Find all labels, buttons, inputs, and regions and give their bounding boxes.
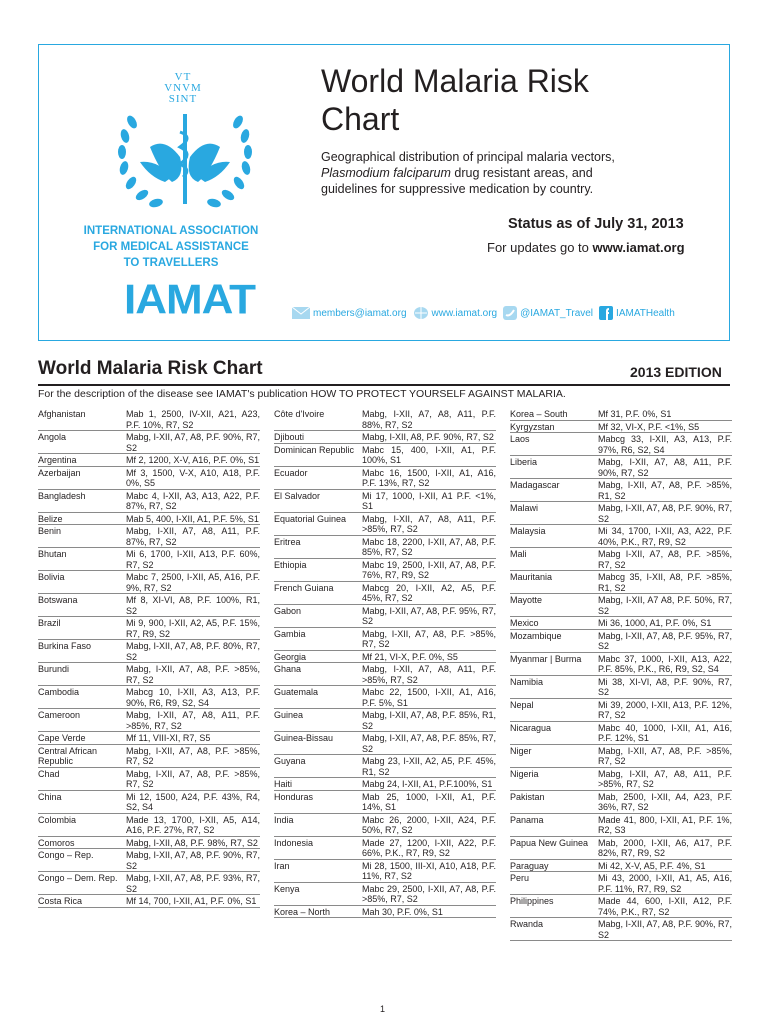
risk-info: Mabg, I-XII, A7, A8, A11, P.F. >85%, R7, S2 bbox=[126, 710, 260, 731]
country-name: Nigeria bbox=[510, 768, 539, 779]
country-name: Angola bbox=[38, 432, 67, 442]
country-name: Peru bbox=[510, 873, 530, 883]
risk-info: Mabcg 33, I-XII, A3, A13, P.F. 97%, R6, S2, S4 bbox=[598, 434, 732, 455]
country-name: Costa Rica bbox=[38, 896, 83, 906]
country-name: Chad bbox=[38, 768, 60, 779]
country-name: Madagascar bbox=[510, 480, 560, 490]
table-row bbox=[510, 745, 732, 768]
risk-info: Mabc 26, 2000, I-XII, A24, P.F. 50%, R7, S2 bbox=[362, 814, 496, 835]
country-name: Bhutan bbox=[38, 549, 67, 559]
country-column-3 bbox=[510, 408, 732, 941]
table-row bbox=[274, 755, 496, 778]
risk-info: Mf 14, 700, I-XII, A1, P.F. 0%, S1 bbox=[126, 896, 257, 906]
table-row bbox=[38, 837, 260, 850]
country-name: Botswana bbox=[38, 595, 78, 605]
table-row bbox=[274, 814, 496, 837]
table-row bbox=[510, 814, 732, 837]
logo-motto: VT VNVM SINT bbox=[164, 71, 202, 105]
risk-info: Mabg, I-XII, A7, A8, A11, P.F. >85%, R7, S2 bbox=[598, 768, 732, 789]
risk-info: Mabg I-XII, A7, A8, P.F. >85%, R7, S2 bbox=[598, 549, 732, 570]
country-name: Belize bbox=[38, 513, 63, 524]
risk-info: Mf 3, 1500, V-X, A10, A18, P.F. 0%, S5 bbox=[126, 467, 260, 488]
table-row bbox=[274, 778, 496, 791]
country-name: Haiti bbox=[274, 779, 293, 789]
table-row bbox=[274, 837, 496, 860]
table-row bbox=[38, 791, 260, 814]
table-row bbox=[274, 431, 496, 444]
risk-info: Mi 6, 1700, I-XII, A13, P.F. 60%, R7, S2 bbox=[126, 549, 260, 570]
description: For the description of the disease see IAMAT's publication HOW TO PROTECT YOURSELF AGAINST MALARIA. bbox=[38, 388, 566, 400]
table-row bbox=[274, 408, 496, 431]
risk-info: Mf 2, 1200, X-V, A16, P.F. 0%, S1 bbox=[126, 455, 260, 465]
country-column-2 bbox=[274, 408, 496, 918]
country-name: Burkina Faso bbox=[38, 641, 92, 651]
country-name: Panama bbox=[510, 814, 544, 825]
table-row bbox=[38, 640, 260, 663]
table-row bbox=[510, 653, 732, 676]
risk-info: Mf 11, VIII-XI, R7, S5 bbox=[126, 733, 211, 743]
risk-info: Mabcg 20, I-XII, A2, A5, P.F. 45%, R7, S2 bbox=[362, 582, 496, 603]
country-name: Nepal bbox=[510, 699, 534, 710]
table-row bbox=[510, 433, 732, 456]
risk-info: Mabg 24, I-XII, A1, P.F.100%, S1 bbox=[362, 779, 493, 789]
country-name: Iran bbox=[274, 860, 290, 871]
country-name: Kenya bbox=[274, 883, 300, 894]
country-name: French Guiana bbox=[274, 582, 334, 593]
country-name: Korea – North bbox=[274, 906, 331, 917]
status-date: Status as of July 31, 2013 bbox=[508, 216, 684, 232]
country-name: Cape Verde bbox=[38, 733, 86, 743]
updates-link[interactable]: www.iamat.org bbox=[592, 240, 685, 255]
risk-info: Mabg, I-XII, A7, A8, P.F. 80%, R7, S2 bbox=[126, 641, 260, 662]
table-row bbox=[274, 883, 496, 906]
twitter-contact[interactable]: @IAMAT_Travel bbox=[503, 306, 593, 320]
country-name: Nicaragua bbox=[510, 722, 552, 733]
contact-row bbox=[292, 306, 681, 320]
risk-info: Mabg 23, I-XII, A2, A5, P.F. 45%, R1, S2 bbox=[362, 756, 496, 777]
country-name: China bbox=[38, 791, 62, 802]
risk-info: Mabg, I-XII, A7, A8, A11, P.F. >85%, R7, S2 bbox=[362, 664, 496, 685]
risk-info: Mabcg 35, I-XII, A8, P.F. >85%, R1, S2 bbox=[598, 572, 732, 593]
twitter-icon bbox=[503, 306, 517, 320]
table-row bbox=[38, 895, 260, 908]
table-row bbox=[38, 686, 260, 709]
table-row bbox=[510, 617, 732, 630]
risk-info: Mabg, I-XII, A7, A8, P.F. >85%, R7, S2 bbox=[362, 628, 496, 649]
table-row bbox=[38, 467, 260, 490]
risk-info: Mi 34, 1700, I-XII, A3, A22, P.F. 40%, P.K., R7, R9, S2 bbox=[598, 526, 732, 547]
risk-info: Mabcg 10, I-XII, A3, A13, P.F. 90%, R6, R9, S2, S4 bbox=[126, 687, 260, 708]
country-name: Ghana bbox=[274, 664, 302, 674]
risk-info: Mabg, I-XII, A7, A8, P.F. 90%, R7, S2 bbox=[598, 919, 732, 940]
table-row bbox=[510, 408, 732, 421]
country-name: Papua New Guinea bbox=[510, 837, 589, 848]
table-row bbox=[274, 467, 496, 490]
country-name: Comoros bbox=[38, 837, 75, 848]
table-row bbox=[510, 525, 732, 548]
risk-info: Mabg, I-XII, A7, A8, P.F. >85%, R7, S2 bbox=[126, 768, 260, 789]
country-name: Mauritania bbox=[510, 572, 553, 582]
risk-info: Mabg, I-XII, A7, A8, A11, P.F. 88%, R7, S2 bbox=[362, 409, 496, 430]
table-row bbox=[510, 768, 732, 791]
country-name: Dominican Republic bbox=[274, 444, 355, 455]
country-name: Eritrea bbox=[274, 536, 301, 547]
risk-info: Mi 43, 2000, I-XII, A1, A5, A16, P.F. 11%, R7, R9, S2 bbox=[598, 873, 732, 894]
table-row bbox=[38, 548, 260, 571]
globe-icon bbox=[413, 306, 429, 320]
page-title: World Malaria Risk Chart bbox=[321, 63, 589, 137]
table-row bbox=[38, 594, 260, 617]
risk-info: Mabg, I-XII, A7, A8, P.F. >85%, R7, S2 bbox=[126, 745, 260, 766]
country-name: Brazil bbox=[38, 618, 61, 628]
risk-info: Made 27, 1200, I-XII, A22, P.F. 66%, P.K., R7, R9, S2 bbox=[362, 837, 496, 858]
risk-info: Made 44, 600, I-XII, A12, P.F. 74%, P.K., R7, S2 bbox=[598, 896, 732, 917]
table-row bbox=[38, 872, 260, 895]
country-name: Malawi bbox=[510, 503, 539, 513]
country-name: Mayotte bbox=[510, 595, 543, 605]
risk-info: Mi 42, X-V, A5, P.F. 4%, S1 bbox=[598, 860, 706, 871]
table-row bbox=[38, 617, 260, 640]
table-row bbox=[510, 548, 732, 571]
divider bbox=[38, 384, 730, 386]
table-row bbox=[274, 628, 496, 651]
risk-info: Mabc 7, 2500, I-XII, A5, A16, P.F. 9%, R7, S2 bbox=[126, 572, 260, 593]
country-name: Namibia bbox=[510, 676, 544, 687]
country-name: Mali bbox=[510, 549, 527, 559]
risk-info: Mabg, I-XII, A7, A8, P.F. >85%, R7, S2 bbox=[126, 664, 260, 685]
page-number: 1 bbox=[380, 1004, 386, 1014]
country-name: Djibouti bbox=[274, 432, 305, 442]
table-row bbox=[510, 594, 732, 617]
country-name: Niger bbox=[510, 745, 532, 756]
table-row bbox=[510, 860, 732, 873]
country-name: Ethiopia bbox=[274, 559, 307, 570]
risk-info: Mabc 22, 1500, I-XII, A1, A16, P.F. 5%, S1 bbox=[362, 687, 496, 708]
country-name: Azerbaijan bbox=[38, 467, 81, 478]
table-row bbox=[274, 663, 496, 686]
table-row bbox=[510, 699, 732, 722]
country-name: Central African Republic bbox=[38, 745, 98, 766]
risk-info: Mabg, I-XII, A7, A8, A11, P.F. >85%, R7, S2 bbox=[362, 513, 496, 534]
risk-info: Mabc 40, 1000, I-XII, A1, A16, P.F. 12%, S1 bbox=[598, 722, 732, 743]
table-row bbox=[510, 502, 732, 525]
table-row bbox=[510, 421, 732, 434]
country-name: Korea – South bbox=[510, 409, 568, 419]
country-name: Equatorial Guinea bbox=[274, 513, 347, 524]
table-row bbox=[38, 814, 260, 837]
table-row bbox=[274, 490, 496, 513]
table-row bbox=[38, 768, 260, 791]
country-name: Gambia bbox=[274, 628, 306, 639]
country-name: Paraguay bbox=[510, 860, 549, 871]
table-row bbox=[38, 849, 260, 872]
facebook-contact[interactable]: IAMATHealth bbox=[599, 306, 675, 320]
country-name: India bbox=[274, 814, 294, 825]
country-name: Liberia bbox=[510, 457, 538, 467]
table-row bbox=[274, 444, 496, 467]
country-name: Mozambique bbox=[510, 630, 562, 641]
risk-info: Mabg, I-XII, A7, A8, P.F. 85%, R1, S2 bbox=[362, 710, 496, 731]
facebook-icon bbox=[599, 306, 613, 320]
risk-info: Mabg, I-XII, A7 A8, P.F. 50%, R7, S2 bbox=[598, 595, 732, 616]
risk-info: Mab 5, 400, I-XII, A1, P.F. 5%, S1 bbox=[126, 513, 259, 524]
section-title: World Malaria Risk Chart bbox=[38, 358, 263, 379]
country-name: Georgia bbox=[274, 651, 307, 662]
table-row bbox=[274, 536, 496, 559]
risk-info: Mabg, I-XII, A7, A8, P.F. 95%, R7, S2 bbox=[598, 630, 732, 651]
risk-info: Mf 21, VI-X, P.F. 0%, S5 bbox=[362, 651, 458, 662]
table-row bbox=[38, 709, 260, 732]
risk-info: Mabc 4, I-XII, A3, A13, A22, P.F. 87%, R7, S2 bbox=[126, 490, 260, 511]
country-name: Pakistan bbox=[510, 791, 545, 802]
risk-info: Mabg, I-XII, A7, A8, A11, P.F. 87%, R7, S2 bbox=[126, 526, 260, 547]
table-row bbox=[274, 860, 496, 883]
table-row bbox=[510, 791, 732, 814]
table-row bbox=[38, 525, 260, 548]
risk-info: Mabg, I-XII, A7, A8, P.F. 90%, R7, S2 bbox=[598, 503, 732, 524]
risk-info: Mabc 18, 2200, I-XII, A7, A8, P.F. 85%, R7, S2 bbox=[362, 536, 496, 557]
table-row bbox=[38, 745, 260, 768]
table-row bbox=[510, 676, 732, 699]
risk-info: Mabg, I-XII, A7, A8, P.F. 95%, R7, S2 bbox=[362, 605, 496, 626]
country-name: Congo – Rep. bbox=[38, 850, 94, 860]
risk-info: Mabg, I-XII, A7, A8, P.F. 85%, R7, S2 bbox=[362, 733, 496, 754]
risk-info: Mab, 2500, I-XII, A4, A23, P.F. 36%, R7, S2 bbox=[598, 791, 732, 812]
risk-info: Mf 8, XI-VI, A8, P.F. 100%, R1, S2 bbox=[126, 595, 260, 616]
table-row bbox=[274, 732, 496, 755]
risk-info: Mabg, I-XII, A7, A8, P.F. 90%, R7, S2 bbox=[126, 850, 260, 871]
updates-line: For updates go to www.iamat.org bbox=[487, 240, 685, 255]
risk-info: Mf 32, VI-X, P.F. <1%, S5 bbox=[598, 421, 700, 432]
table-row bbox=[510, 630, 732, 653]
table-row bbox=[274, 651, 496, 664]
table-row bbox=[274, 605, 496, 628]
risk-info: Mabg, I-XII, A7, A8, P.F. 90%, R7, S2 bbox=[126, 432, 260, 453]
table-row bbox=[274, 559, 496, 582]
country-name: Guyana bbox=[274, 756, 306, 766]
website-contact[interactable]: www.iamat.org bbox=[413, 306, 498, 320]
country-name: Cameroon bbox=[38, 710, 81, 720]
country-column-1 bbox=[38, 408, 260, 908]
risk-info: Mi 9, 900, I-XII, A2, A5, P.F. 15%, R7, R9, S2 bbox=[126, 618, 260, 639]
country-name: Afghanistan bbox=[38, 409, 86, 419]
risk-info: Mabg, I-XII, A8, P.F. 90%, R7, S2 bbox=[362, 432, 494, 442]
table-row bbox=[38, 454, 260, 467]
risk-info: Mab 1, 2500, IV-XII, A21, A23, P.F. 10%, R7, S2 bbox=[126, 409, 260, 430]
table-row bbox=[510, 872, 732, 895]
table-row bbox=[38, 513, 260, 526]
table-row bbox=[510, 479, 732, 502]
risk-info: Mi 12, 1500, A24, P.F. 43%, R4, S2, S4 bbox=[126, 791, 260, 812]
edition-label: 2013 EDITION bbox=[630, 364, 722, 380]
country-name: Argentina bbox=[38, 455, 77, 465]
table-row bbox=[510, 571, 732, 594]
table-row bbox=[38, 408, 260, 431]
country-name: Mexico bbox=[510, 618, 539, 628]
table-row bbox=[38, 490, 260, 513]
mail-icon bbox=[292, 307, 310, 319]
table-row bbox=[38, 663, 260, 686]
country-name: El Salvador bbox=[274, 490, 321, 501]
risk-info: Mabg, I-XII, A7, A8, P.F. 93%, R7, S2 bbox=[126, 873, 260, 894]
risk-info: Mabc 15, 400, I-XII, A1, P.F. 100%, S1 bbox=[362, 444, 496, 465]
country-name: Côte d'Ivoire bbox=[274, 409, 325, 419]
country-name: Gabon bbox=[274, 605, 302, 616]
risk-info: Mabc 16, 1500, I-XII, A1, A16, P.F. 13%, R7, S2 bbox=[362, 467, 496, 488]
country-name: Honduras bbox=[274, 791, 314, 802]
risk-info: Mi 39, 2000, I-XII, A13, P.F. 12%, R7, S2 bbox=[598, 699, 732, 720]
table-row bbox=[38, 431, 260, 454]
country-name: Malaysia bbox=[510, 526, 546, 536]
risk-info: Mi 36, 1000, A1, P.F. 0%, S1 bbox=[598, 618, 712, 628]
country-name: Congo – Dem. Rep. bbox=[38, 873, 118, 883]
table-row bbox=[274, 513, 496, 536]
country-name: Indonesia bbox=[274, 837, 314, 848]
table-row bbox=[274, 906, 496, 919]
table-row bbox=[510, 837, 732, 860]
risk-info: Mabc 37, 1000, I-XII, A13, A22, P.F. 85%, P.K., R6, R9, S2, S4 bbox=[598, 653, 732, 674]
risk-info: Mabg, I-XII, A7, A8, P.F. >85%, R7, S2 bbox=[598, 745, 732, 766]
risk-info: Mi 38, XI-VI, A8, P.F. 90%, R7, S2 bbox=[598, 676, 732, 697]
risk-info: Mah 30, P.F. 0%, S1 bbox=[362, 906, 443, 917]
table-row bbox=[38, 571, 260, 594]
country-name: Colombia bbox=[38, 814, 77, 825]
country-name: Philippines bbox=[510, 896, 554, 906]
risk-info: Made 41, 800, I-XII, A1, P.F. 1%, R2, S3 bbox=[598, 814, 732, 835]
country-name: Ecuador bbox=[274, 467, 308, 478]
risk-info: Mabc 29, 2500, I-XII, A7, A8, P.F. >85%, R7, S2 bbox=[362, 883, 496, 904]
table-row bbox=[274, 686, 496, 709]
country-name: Guatemala bbox=[274, 687, 319, 697]
country-name: Kyrgyzstan bbox=[510, 421, 555, 432]
country-name: Guinea-Bissau bbox=[274, 733, 334, 743]
table-row bbox=[510, 722, 732, 745]
risk-info: Made 13, 1700, I-XII, A5, A14, A16, P.F. 27%, R7, S2 bbox=[126, 814, 260, 835]
risk-info: Mabg, I-XII, A7, A8, P.F. >85%, R1, S2 bbox=[598, 480, 732, 501]
country-name: Benin bbox=[38, 526, 62, 536]
risk-info: Mab, 2000, I-XII, A6, A17, P.F. 82%, R7, R9, S2 bbox=[598, 837, 732, 858]
country-name: Bolivia bbox=[38, 572, 65, 582]
risk-info: Mf 31, P.F. 0%, S1 bbox=[598, 409, 672, 419]
country-name: Rwanda bbox=[510, 919, 544, 929]
subtitle: Geographical distribution of principal malaria vectors, Plasmodium falciparum drug resistant areas, and guidelines for suppressive medication by country. bbox=[321, 150, 615, 196]
risk-info: Mi 28, 1500, III-XI, A10, A18, P.F. 11%, R7, S2 bbox=[362, 860, 496, 881]
iamat-logo: IAMAT bbox=[124, 276, 256, 323]
risk-info: Mab 25, 1000, I-XII, A1, P.F. 14%, S1 bbox=[362, 791, 496, 812]
organization-name: INTERNATIONAL ASSOCIATION FOR MEDICAL ASSISTANCE TO TRAVELLERS bbox=[83, 225, 259, 269]
risk-info: Mabc 19, 2500, I-XII, A7, A8, P.F. 76%, R7, R9, S2 bbox=[362, 559, 496, 580]
table-row bbox=[510, 456, 732, 479]
table-row bbox=[38, 732, 260, 745]
email-contact[interactable]: members@iamat.org bbox=[292, 307, 407, 319]
country-name: Guinea bbox=[274, 710, 304, 720]
country-name: Cambodia bbox=[38, 687, 80, 697]
country-name: Laos bbox=[510, 434, 530, 444]
table-row bbox=[510, 918, 732, 941]
table-row bbox=[274, 582, 496, 605]
country-name: Burundi bbox=[38, 664, 70, 674]
table-row bbox=[274, 791, 496, 814]
risk-info: Mabg, I-XII, A7, A8, A11, P.F. 90%, R7, S2 bbox=[598, 457, 732, 478]
country-name: Myanmar | Burma bbox=[510, 653, 582, 664]
table-row bbox=[274, 709, 496, 732]
wreath-dove-logo-icon bbox=[110, 102, 260, 222]
country-name: Bangladesh bbox=[38, 490, 86, 501]
table-row bbox=[510, 895, 732, 918]
risk-info: Mi 17, 1000, I-XII, A1 P.F. <1%, S1 bbox=[362, 490, 496, 511]
risk-info: Mabg, I-XII, A8, P.F. 98%, R7, S2 bbox=[126, 837, 258, 848]
